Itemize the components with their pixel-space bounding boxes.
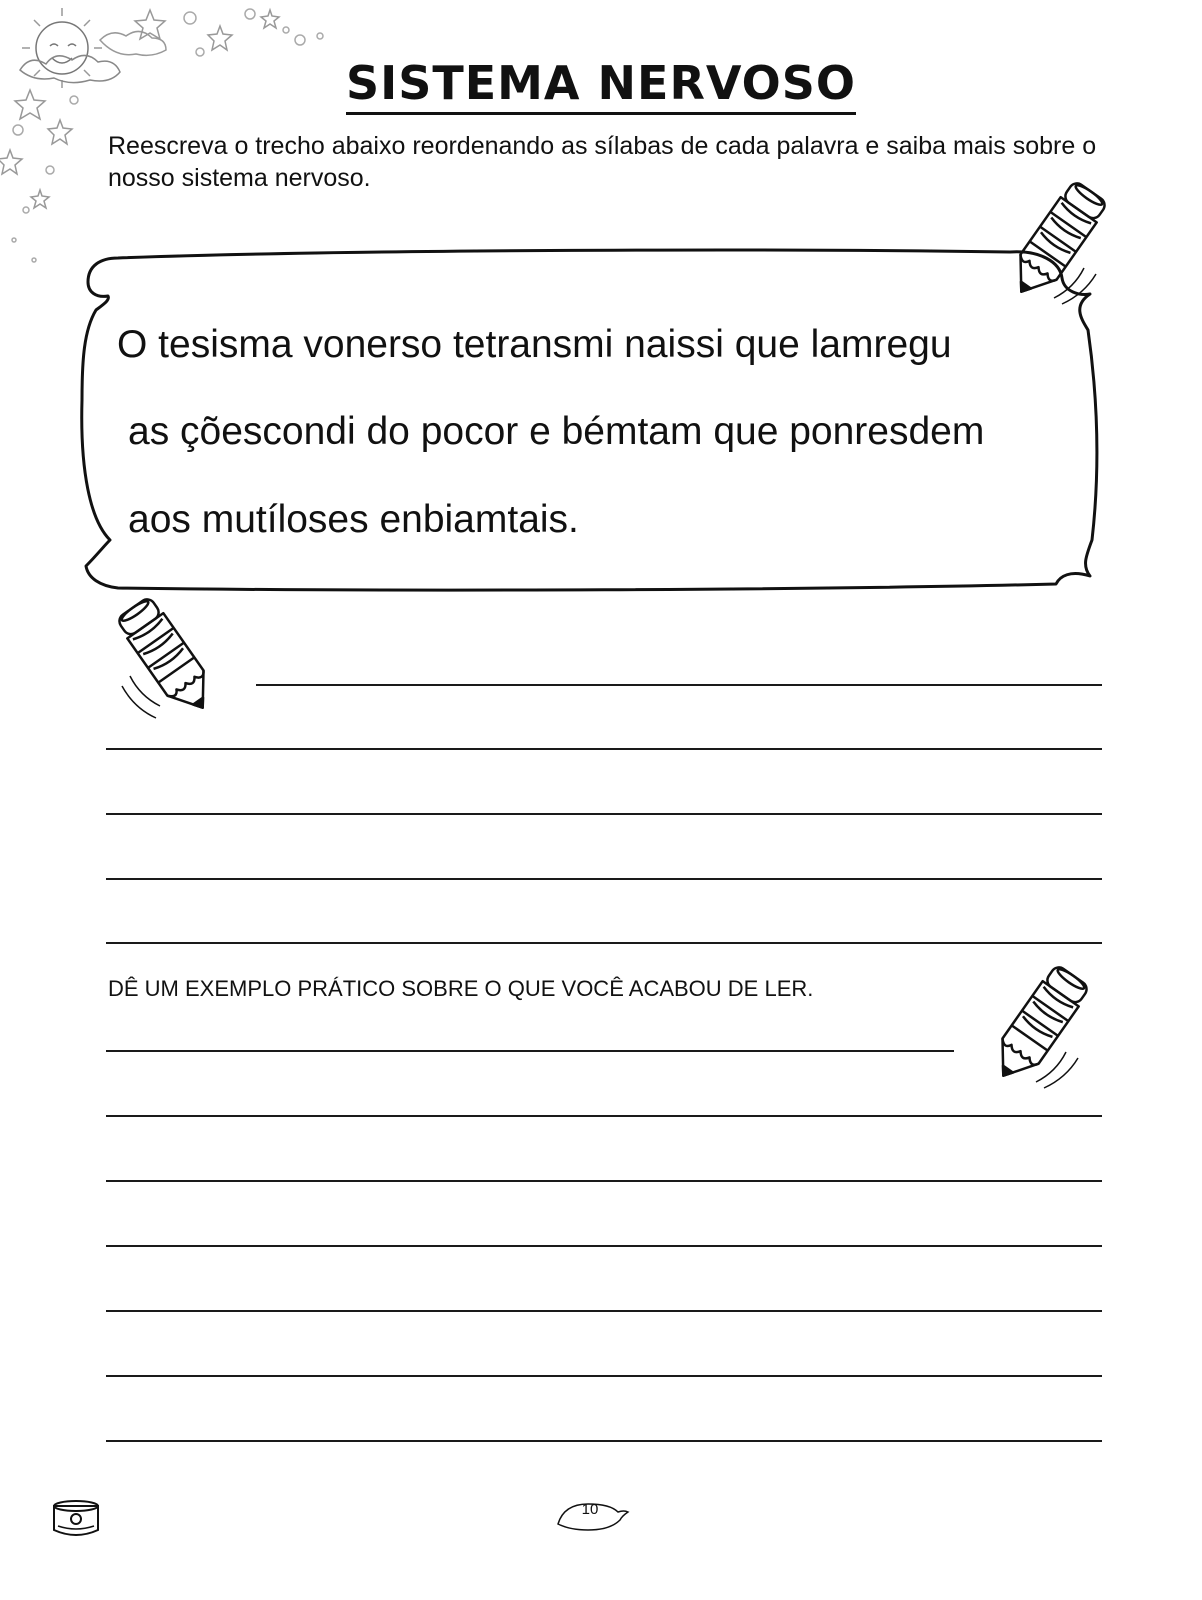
page-number: 10 (581, 1501, 599, 1518)
writing-line[interactable] (106, 1115, 1102, 1117)
pencil-icon (994, 180, 1114, 310)
writing-line[interactable] (106, 942, 1102, 944)
scrambled-text-line-2: as çõescondi do pocor e bémtam que ponresdem (128, 410, 985, 453)
writing-line[interactable] (106, 878, 1102, 880)
scrambled-text-line-3: aos mutíloses enbiamtais. (128, 498, 579, 541)
writing-line[interactable] (256, 684, 1102, 686)
writing-line[interactable] (106, 1245, 1102, 1247)
scrambled-text-line-1: O tesisma vonerso tetransmi naissi que lamregu (117, 323, 952, 366)
writing-line[interactable] (106, 1310, 1102, 1312)
writing-line[interactable] (106, 1375, 1102, 1377)
page-title: SISTEMA NERVOSO (0, 60, 1202, 106)
writing-line[interactable] (106, 813, 1102, 815)
pencil-icon (976, 964, 1096, 1094)
pencil-icon (110, 596, 230, 726)
writing-line[interactable] (106, 1180, 1102, 1182)
writing-line[interactable] (106, 748, 1102, 750)
instruction-text: Reescreva o trecho abaixo reordenando as sílabas de cada palavra e saiba mais sobre o nosso sistema nervoso. (108, 132, 1097, 192)
question-text: DÊ UM EXEMPLO PRÁTICO SOBRE O QUE VOCÊ ACABOU DE LER. (108, 976, 814, 1001)
writing-line[interactable] (106, 1440, 1102, 1442)
publisher-logo (46, 1492, 106, 1542)
writing-line[interactable] (106, 1050, 954, 1052)
